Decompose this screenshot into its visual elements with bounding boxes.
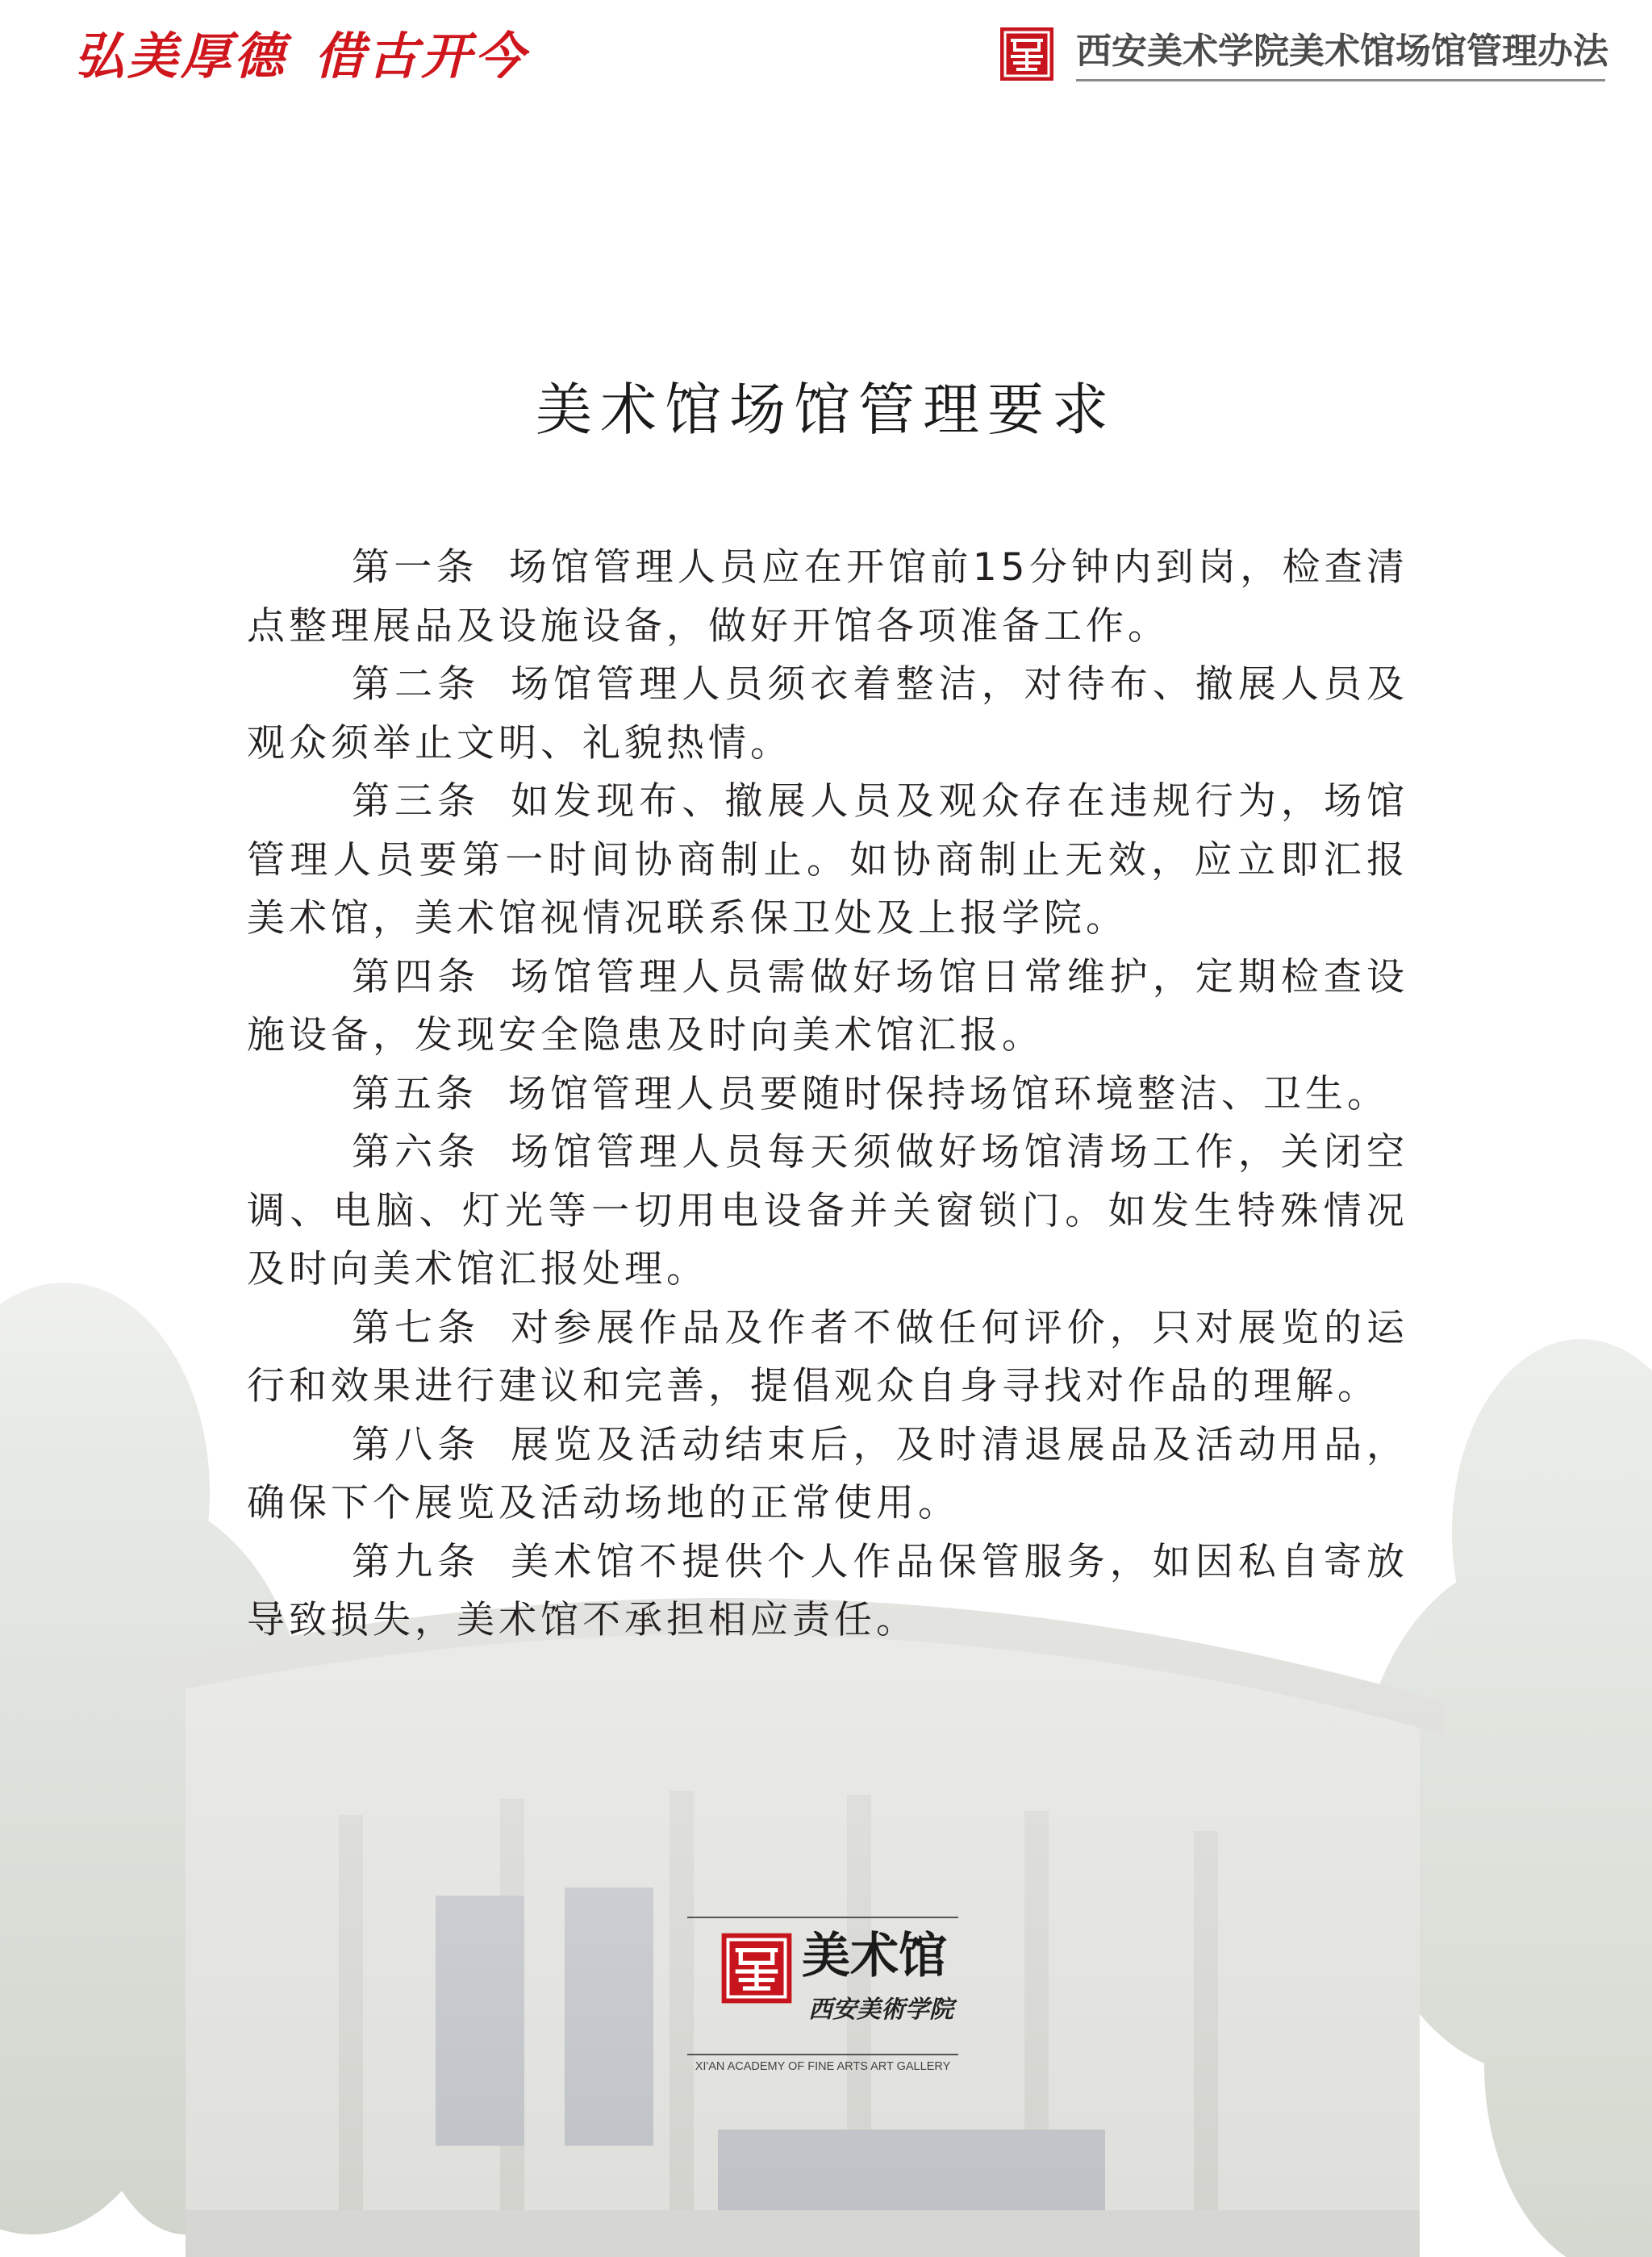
red-seal-icon	[999, 26, 1055, 82]
article-item	[247, 1066, 1408, 1124]
article-number: 第一条	[352, 545, 478, 590]
article-item	[247, 1416, 1408, 1533]
article-text: 场馆管理人员每天须做好场馆清场工作，关闭空调、电脑、灯光等一切用电设备并关窗锁门。如发生特殊情况及时向美术馆汇报处理。	[247, 1130, 1409, 1291]
gallery-english-name: XI'AN ACADEMY OF FINE ARTS ART GALLERY	[695, 2060, 951, 2073]
logo-rule	[687, 2054, 958, 2055]
article-text: 如发现布、撤展人员及观众存在违规行为，场馆管理人员要第一时间协商制止。如协商制止无效，应立即汇报美术馆，美术馆视情况联系保卫处及上报学院。	[247, 779, 1409, 941]
gallery-logo	[687, 1917, 958, 2075]
article-number: 第二条	[352, 662, 481, 707]
logo-rule	[687, 1917, 958, 1918]
document-title: 美术馆场馆管理要求	[536, 377, 1116, 443]
header-slogan	[74, 24, 528, 89]
article-text: 场馆管理人员须衣着整洁，对待布、撤展人员及观众须举止文明、礼貌热情。	[247, 662, 1409, 766]
article-item	[247, 1300, 1408, 1416]
article-list	[247, 539, 1408, 1650]
article-text: 展览及活动结束后，及时清退展品及活动用品，确保下个展览及活动场地的正常使用。	[247, 1422, 1409, 1525]
article-item	[247, 1533, 1408, 1650]
article-item	[247, 949, 1408, 1066]
article-number: 第六条	[352, 1130, 481, 1174]
article-text: 场馆管理人员需做好场馆日常维护，定期检查设施设备，发现安全隐患及时向美术馆汇报。	[247, 954, 1409, 1058]
article-number: 第九条	[352, 1539, 481, 1584]
article-number: 第四条	[352, 954, 481, 999]
slogan-part: 借古开今	[315, 27, 528, 86]
article-text: 美术馆不提供个人作品保管服务，如因私自寄放导致损失，美术馆不承担相应责任。	[247, 1539, 1409, 1642]
article-item	[247, 1124, 1408, 1300]
gallery-name: 美术馆	[802, 1928, 947, 1984]
article-item	[247, 539, 1408, 656]
red-seal-icon	[720, 1931, 794, 2005]
article-item	[247, 773, 1408, 949]
article-number: 第三条	[352, 779, 481, 824]
header-title: 西安美术学院美术馆场馆管理办法	[1076, 31, 1608, 72]
article-item	[247, 656, 1408, 773]
header-divider	[1076, 79, 1605, 81]
article-number: 第五条	[352, 1071, 478, 1116]
article-text: 对参展作品及作者不做任何评价，只对展览的运行和效果进行建议和完善，提倡观众自身寻找对作品的理解。	[247, 1305, 1409, 1408]
article-number: 第八条	[352, 1422, 481, 1467]
article-text: 场馆管理人员要随时保持场馆环境整洁、卫生。	[508, 1071, 1389, 1116]
slogan-part: 弘美厚德	[74, 27, 288, 86]
article-text: 场馆管理人员应在开馆前15分钟内到岗，检查清点整理展品及设施设备，做好开馆各项准备工作。	[247, 545, 1408, 649]
school-signature: 西安美術学院	[808, 1996, 953, 2024]
article-number: 第七条	[352, 1305, 481, 1350]
